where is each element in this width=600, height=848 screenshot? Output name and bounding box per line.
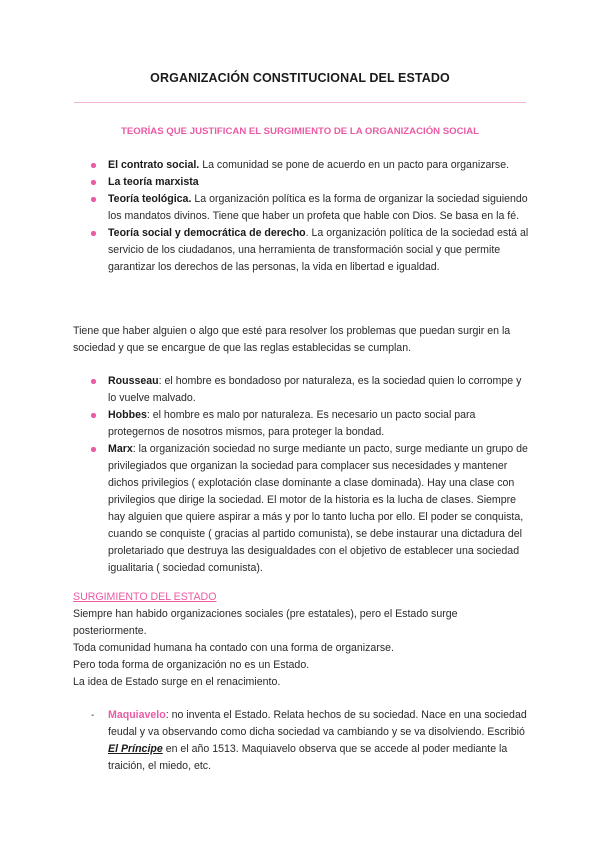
list-item [91, 191, 531, 225]
state-origin-section [73, 589, 533, 691]
list-term: Hobbes [108, 409, 147, 421]
paragraph-problem-solving: Tiene que haber alguien o algo que esté para resolver los problemas que puedan surgir en la sociedad y que se encargue de que las reglas establecidas se cumplan. [73, 325, 511, 354]
machiavelli-list [91, 707, 531, 775]
list-text: : el hombre es malo por naturaleza. Es necesario un pacto social para protegernos de nosotros mismos, para proteger la bondad. [108, 409, 476, 438]
list-text: : no inventa el Estado. Relata hechos de su sociedad. Nace en una sociedad feudal y va observando como dicha sociedad va cambiando y se va disolviendo. Escribió [108, 709, 527, 738]
section-line: Toda comunidad humana ha contado con una forma de organizarse. [73, 642, 394, 654]
section-subtitle: TEORÍAS QUE JUSTIFICAN EL SURGIMIENTO DE LA ORGANIZACIÓN SOCIAL [120, 126, 479, 137]
list-text: La organización política es la forma de organizar la sociedad siguiendo los mandatos divinos. Tiene que haber un profeta que hable con Dios. Se basa en la fé. [108, 193, 528, 222]
list-item [91, 373, 531, 407]
list-term: El contrato social. [108, 159, 200, 171]
list-item [91, 707, 531, 775]
list-item [91, 441, 531, 577]
list-text: La comunidad se pone de acuerdo en un pacto para organizarse. [199, 159, 510, 171]
thinkers-list [91, 373, 531, 577]
book-title: El Príncipe [108, 743, 163, 755]
list-item [91, 407, 531, 441]
list-item [91, 174, 531, 191]
list-item [91, 225, 531, 276]
list-term: Rousseau [108, 375, 159, 387]
list-item [91, 157, 531, 174]
title-divider [74, 102, 526, 103]
list-text: : la organización sociedad no surge mediante un pacto, surge mediante un grupo de privilegiados que organizan la sociedad para complacer sus necesidades y mantener dichos privilegios ( explotación clase dominante a clase dominada). Hay una clase con privilegios que dirige la sociedad. El motor de la historia es la lucha de clases. Siempre hay alguien que quiere aspirar a más y por lo tanto lucha por ello. El poder se conquista, cuando se conquiste ( gracias al partido comunista), se debe instaurar una dictadura del proletariado que destruya las desigualdades con el objetivo de establecer una sociedad igualitaria ( sociedad comunista). [108, 443, 528, 574]
list-term: La teoría marxista [108, 176, 199, 188]
list-text: . La organización política de la sociedad está al servicio de los ciudadanos, una herramienta de transformación social y que permite garantizar los derechos de las personas, la vida en libertad e igualdad. [108, 227, 529, 273]
document-title: ORGANIZACIÓN CONSTITUCIONAL DEL ESTADO [150, 71, 450, 85]
section-heading: SURGIMIENTO DEL ESTADO [73, 591, 217, 603]
section-line: Pero toda forma de organización no es un Estado. [73, 659, 310, 671]
section-line: La idea de Estado surge en el renacimiento. [73, 676, 281, 688]
list-term: Maquiavelo [108, 709, 166, 721]
list-text: en el año 1513. Maquiavelo observa que se accede al poder mediante la traición, el miedo, etc. [108, 743, 508, 772]
section-line: Siempre han habido organizaciones sociales (pre estatales), pero el Estado surge posteriormente. [73, 608, 458, 637]
list-term: Marx [108, 443, 133, 455]
list-term: Teoría social y democrática de derecho [108, 227, 306, 239]
list-term: Teoría teológica. [108, 193, 192, 205]
theories-list [91, 157, 531, 276]
list-text: : el hombre es bondadoso por naturaleza, es la sociedad quien lo corrompe y lo vuelve malvado. [108, 375, 522, 404]
